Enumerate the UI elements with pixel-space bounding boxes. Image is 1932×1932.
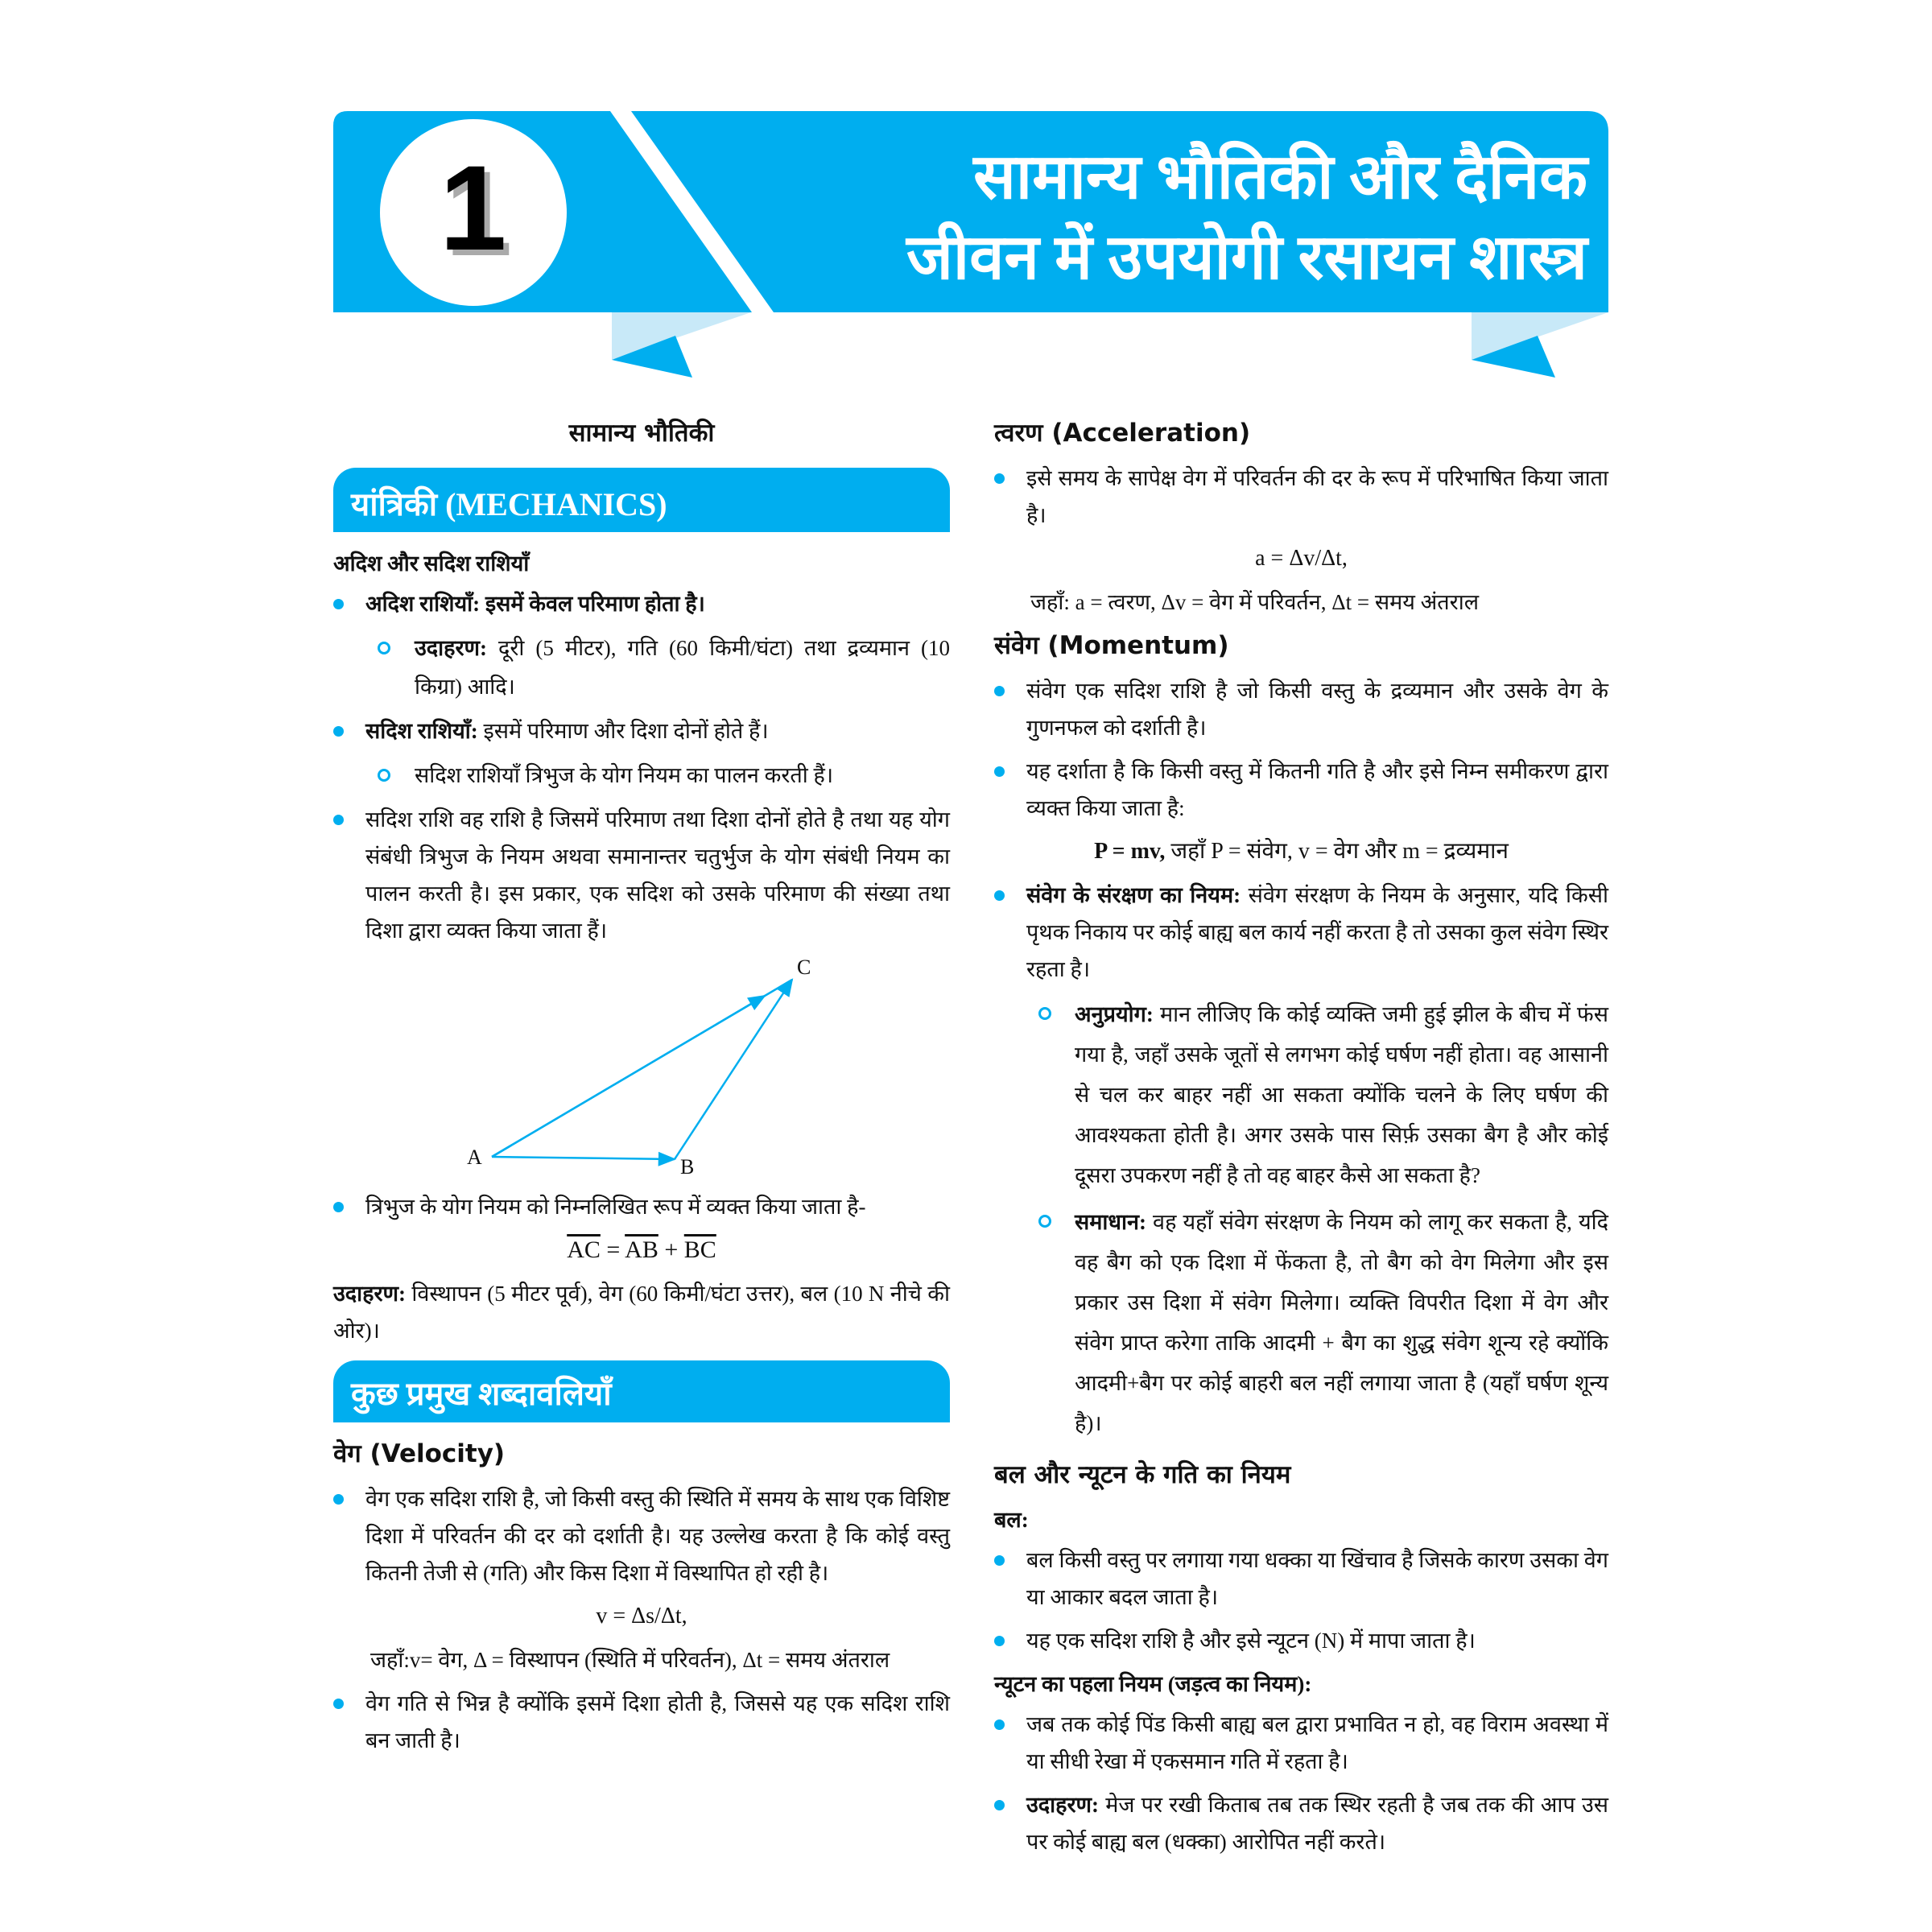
force-heading: बल और न्यूटन के गति का नियम <box>994 1460 1291 1489</box>
bullet-icon <box>333 1699 344 1709</box>
left-column <box>333 415 950 1765</box>
example-label: उदाहरण: <box>415 636 488 660</box>
vector-ab <box>492 1157 675 1159</box>
bullet-momentum-expression <box>994 753 1608 827</box>
example-text: दूरी (5 मीटर), गति (60 किमी/घंटा) तथा द्रव्यमान (10 किग्रा) आदि। <box>415 636 950 699</box>
label-b: B <box>680 1155 695 1179</box>
momentum-heading: संवेग (Momentum) <box>994 631 1229 660</box>
acceleration-definition-text: इसे समय के सापेक्ष वेग में परिवर्तन की दर के रूप में परिभाषित किया जाता है। <box>1026 466 1608 527</box>
velocity-vs-speed-text: वेग गति से भिन्न है क्योंकि इसमें दिशा होती है, जिससे यह एक सदिश राशि बन जाती है। <box>365 1691 950 1752</box>
sub-bullet-triangle-law <box>333 756 950 795</box>
momentum-definition-text: संवेग एक सदिश राशि है जो किसी वस्तु के द्रव्यमान और उसके वेग के गुणनफल को दर्शाती है। <box>1026 679 1608 740</box>
vector-ac-term: $\overline{AC}$ <box>567 1236 601 1263</box>
vector-bc-term: $\overline{BC}$ <box>683 1236 716 1263</box>
example-label: उदाहरण: <box>1026 1793 1100 1817</box>
vector-triangle-diagram <box>333 956 950 1185</box>
chapter-title-line1: सामान्य भौतिकी और दैनिक <box>973 142 1587 212</box>
plus-sign: + <box>658 1236 684 1263</box>
banner-key-terms: कुछ प्रमुख शब्दावलियाँ <box>333 1360 950 1422</box>
bullet-vector-definition <box>333 801 950 949</box>
equals-sign: = <box>600 1236 625 1263</box>
vector-label: सदिश राशियाँ: <box>365 719 478 743</box>
label-c: C <box>797 956 811 979</box>
label-a: A <box>467 1146 482 1169</box>
bullet-velocity-definition <box>333 1480 950 1591</box>
solution-label: समाधान: <box>1075 1210 1146 1234</box>
velocity-heading: वेग (Velocity) <box>333 1439 506 1468</box>
application-text: मान लीजिए कि कोई व्यक्ति जमी हुई झील के बीच में फंस गया है, जहाँ उसके जूतों से लगभग कोई घर्षण नहीं होता। वह आसानी से चल कर बाहर नहीं आ सकता क्योंकि चलने के लिए घर्षण की आवश्यकता होती है। अगर उसके पास सिर्फ़ उसका बैग है और कोई दूसरा उपकरण नहीं है तो वह बाहर कैसे आ सकता है? <box>1075 1002 1608 1187</box>
vector-triangle-svg <box>333 956 950 1185</box>
vector-text: इसमें परिमाण और दिशा दोनों होते हैं। <box>477 719 769 743</box>
triangle-law-text: सदिश राशियाँ त्रिभुज के योग नियम का पालन करती हैं। <box>415 763 834 787</box>
sub-bullet-solution <box>994 1202 1608 1443</box>
bullet-conservation-law <box>994 877 1608 988</box>
conservation-label: संवेग के संरक्षण का नियम: <box>1026 883 1241 907</box>
force-unit-text: यह एक सदिश राशि है और इसे न्यूटन (N) में मापा जाता है। <box>1026 1629 1476 1653</box>
force-definition-text: बल किसी वस्तु पर लगाया गया धक्का या खिंचाव है जिसके कारण उसका वेग या आकार बदल जाता है। <box>1026 1548 1608 1609</box>
bullet-force-definition <box>994 1542 1608 1616</box>
chapter-title-line2: जीवन में उपयोगी रसायन शास्त्र <box>906 222 1587 292</box>
vector-definition-text: सदिश राशि वह राशि है जिसमें परिमाण तथा दिशा दोनों होते है तथा यह योग संबंधी त्रिभुज के नियम अथवा समानान्तर चतुर्भुज के योग संबंधी नियम का पालन करती है। इस प्रकार, एक सदिश को उसके परिमाण की संख्या तथा दिशा द्वारा व्यक्त किया जाता हैं। <box>365 807 950 943</box>
bullet-velocity-vs-speed <box>333 1685 950 1759</box>
bullet-vector <box>333 712 950 749</box>
sub-bullet-icon <box>1038 1007 1051 1020</box>
velocity-where: जहाँ:v= वेग, Δ = विस्थापन (स्थिति में परिवर्तन), Δt = समय अंतराल <box>370 1648 890 1672</box>
newton-first-law-heading: न्यूटन का पहला नियम (जड़त्व का नियम): <box>994 1672 1312 1696</box>
vector-bc <box>675 980 792 1159</box>
solution-text: वह यहाँ संवेग संरक्षण के नियम को लागू कर सकता है, यदि वह बैग को एक दिशा में फेंकता है, तो बैग को वेग मिलेगा और इस प्रकार उस दिशा में संवेग मिलेगा। व्यक्ति विपरीत दिशा में वेग और संवेग प्राप्त करेगा ताकि आदमी + बैग का शुद्ध संवेग शून्य रहे क्योंकि आदमी+बैग पर कोई बाहरी बल नहीं लगाया जाता है (यहाँ घर्षण शून्य है)। <box>1075 1210 1608 1435</box>
bullet-force-unit <box>994 1622 1608 1659</box>
sub-bullet-scalar-example <box>333 629 950 706</box>
force-label: बल: <box>994 1508 1029 1532</box>
right-column <box>994 415 1608 1867</box>
first-law-text: जब तक कोई पिंड किसी बाह्य बल द्वारा प्रभावित न हो, वह विराम अवस्था में या सीधी रेखा में एकसमान गति में रहता है। <box>1026 1712 1608 1773</box>
sub-bullet-icon <box>378 642 390 654</box>
velocity-definition-text: वेग एक सदिश राशि है, जो किसी वस्तु की स्थिति में समय के साथ एक विशिष्ट दिशा में परिवर्तन की दर को दर्शाती है। यह उल्लेख करता है कि कोई वस्तु कितनी तेजी से (गति) और किस दिशा में विस्थापित हो रही है। <box>365 1487 950 1585</box>
bullet-icon <box>994 1719 1005 1730</box>
bullet-icon <box>994 766 1005 777</box>
sub-bullet-icon <box>378 769 390 782</box>
chapter-number: 1 <box>440 140 507 275</box>
chapter-title <box>580 137 1587 298</box>
vector-ac-arrow <box>492 996 765 1157</box>
bullet-icon <box>994 1555 1005 1566</box>
vector-example <box>333 1275 950 1349</box>
section-title: सामान्य भौतिकी <box>568 419 715 448</box>
bullet-icon <box>333 726 344 737</box>
momentum-formula-main: P = mv, <box>1094 839 1166 864</box>
vector-ab-term: $\overline{AB}$ <box>625 1236 658 1263</box>
bullet-icon <box>994 686 1005 696</box>
vector-sum-formula <box>333 1232 950 1269</box>
bullet-first-law <box>994 1706 1608 1780</box>
subheading-scalar-vector: अदिश और सदिश राशियाँ <box>333 551 530 576</box>
momentum-formula <box>994 833 1608 870</box>
bullet-acceleration-definition <box>994 460 1608 534</box>
bullet-icon <box>994 1800 1005 1810</box>
bullet-first-law-example <box>994 1786 1608 1860</box>
acceleration-formula: a = Δv/Δt, <box>1255 546 1348 571</box>
example-text: मेज पर रखी किताब तब तक स्थिर रहती है जब तक की आप उस पर कोई बाह्य बल (धक्का) आरोपित नहीं करते। <box>1026 1793 1608 1854</box>
example-text: विस्थापन (5 मीटर पूर्व), वेग (60 किमी/घंटा उत्तर), बल (10 N नीचे की ओर)। <box>333 1282 950 1343</box>
application-label: अनुप्रयोग: <box>1075 1002 1154 1026</box>
momentum-formula-where: जहाँ P = संवेग, v = वेग और m = द्रव्यमान <box>1165 839 1509 864</box>
acceleration-heading: त्वरण (Acceleration) <box>994 419 1251 448</box>
acceleration-where: जहाँ: a = त्वरण, Δv = वेग में परिवर्तन, Δt = समय अंतराल <box>1030 590 1480 614</box>
conservation-text: संवेग संरक्षण के नियम के अनुसार, यदि किसी पृथक निकाय पर कोई बाह्य बल कार्य नहीं करता है तो उसका कुल संवेग स्थिर रहता है। <box>1026 883 1608 981</box>
bullet-icon <box>994 473 1005 484</box>
bullet-icon <box>333 815 344 825</box>
bullet-momentum-definition <box>994 672 1608 746</box>
bullet-triangle-law <box>333 1188 950 1225</box>
example-label: उदाहरण: <box>333 1282 407 1306</box>
momentum-expression-text: यह दर्शाता है कि किसी वस्तु में कितनी गति है और इसे निम्न समीकरण द्वारा व्यक्त किया जाता है: <box>1026 759 1608 820</box>
scalar-definition: अदिश राशियाँ: इसमें केवल परिमाण होता है। <box>365 592 705 616</box>
bullet-icon <box>994 890 1005 901</box>
bullet-icon <box>333 1202 344 1212</box>
velocity-formula: v = Δs/Δt, <box>596 1604 687 1629</box>
sub-bullet-application <box>994 994 1608 1195</box>
bullet-icon <box>333 1494 344 1505</box>
bullet-scalar <box>333 585 950 622</box>
triangle-law-expression-text: त्रिभुज के योग नियम को निम्नलिखित रूप में व्यक्त किया जाता है- <box>365 1195 866 1219</box>
bullet-icon <box>333 599 344 609</box>
bullet-icon <box>994 1636 1005 1646</box>
banner-mechanics: यांत्रिकी (MECHANICS) <box>333 468 950 532</box>
sub-bullet-icon <box>1038 1215 1051 1228</box>
